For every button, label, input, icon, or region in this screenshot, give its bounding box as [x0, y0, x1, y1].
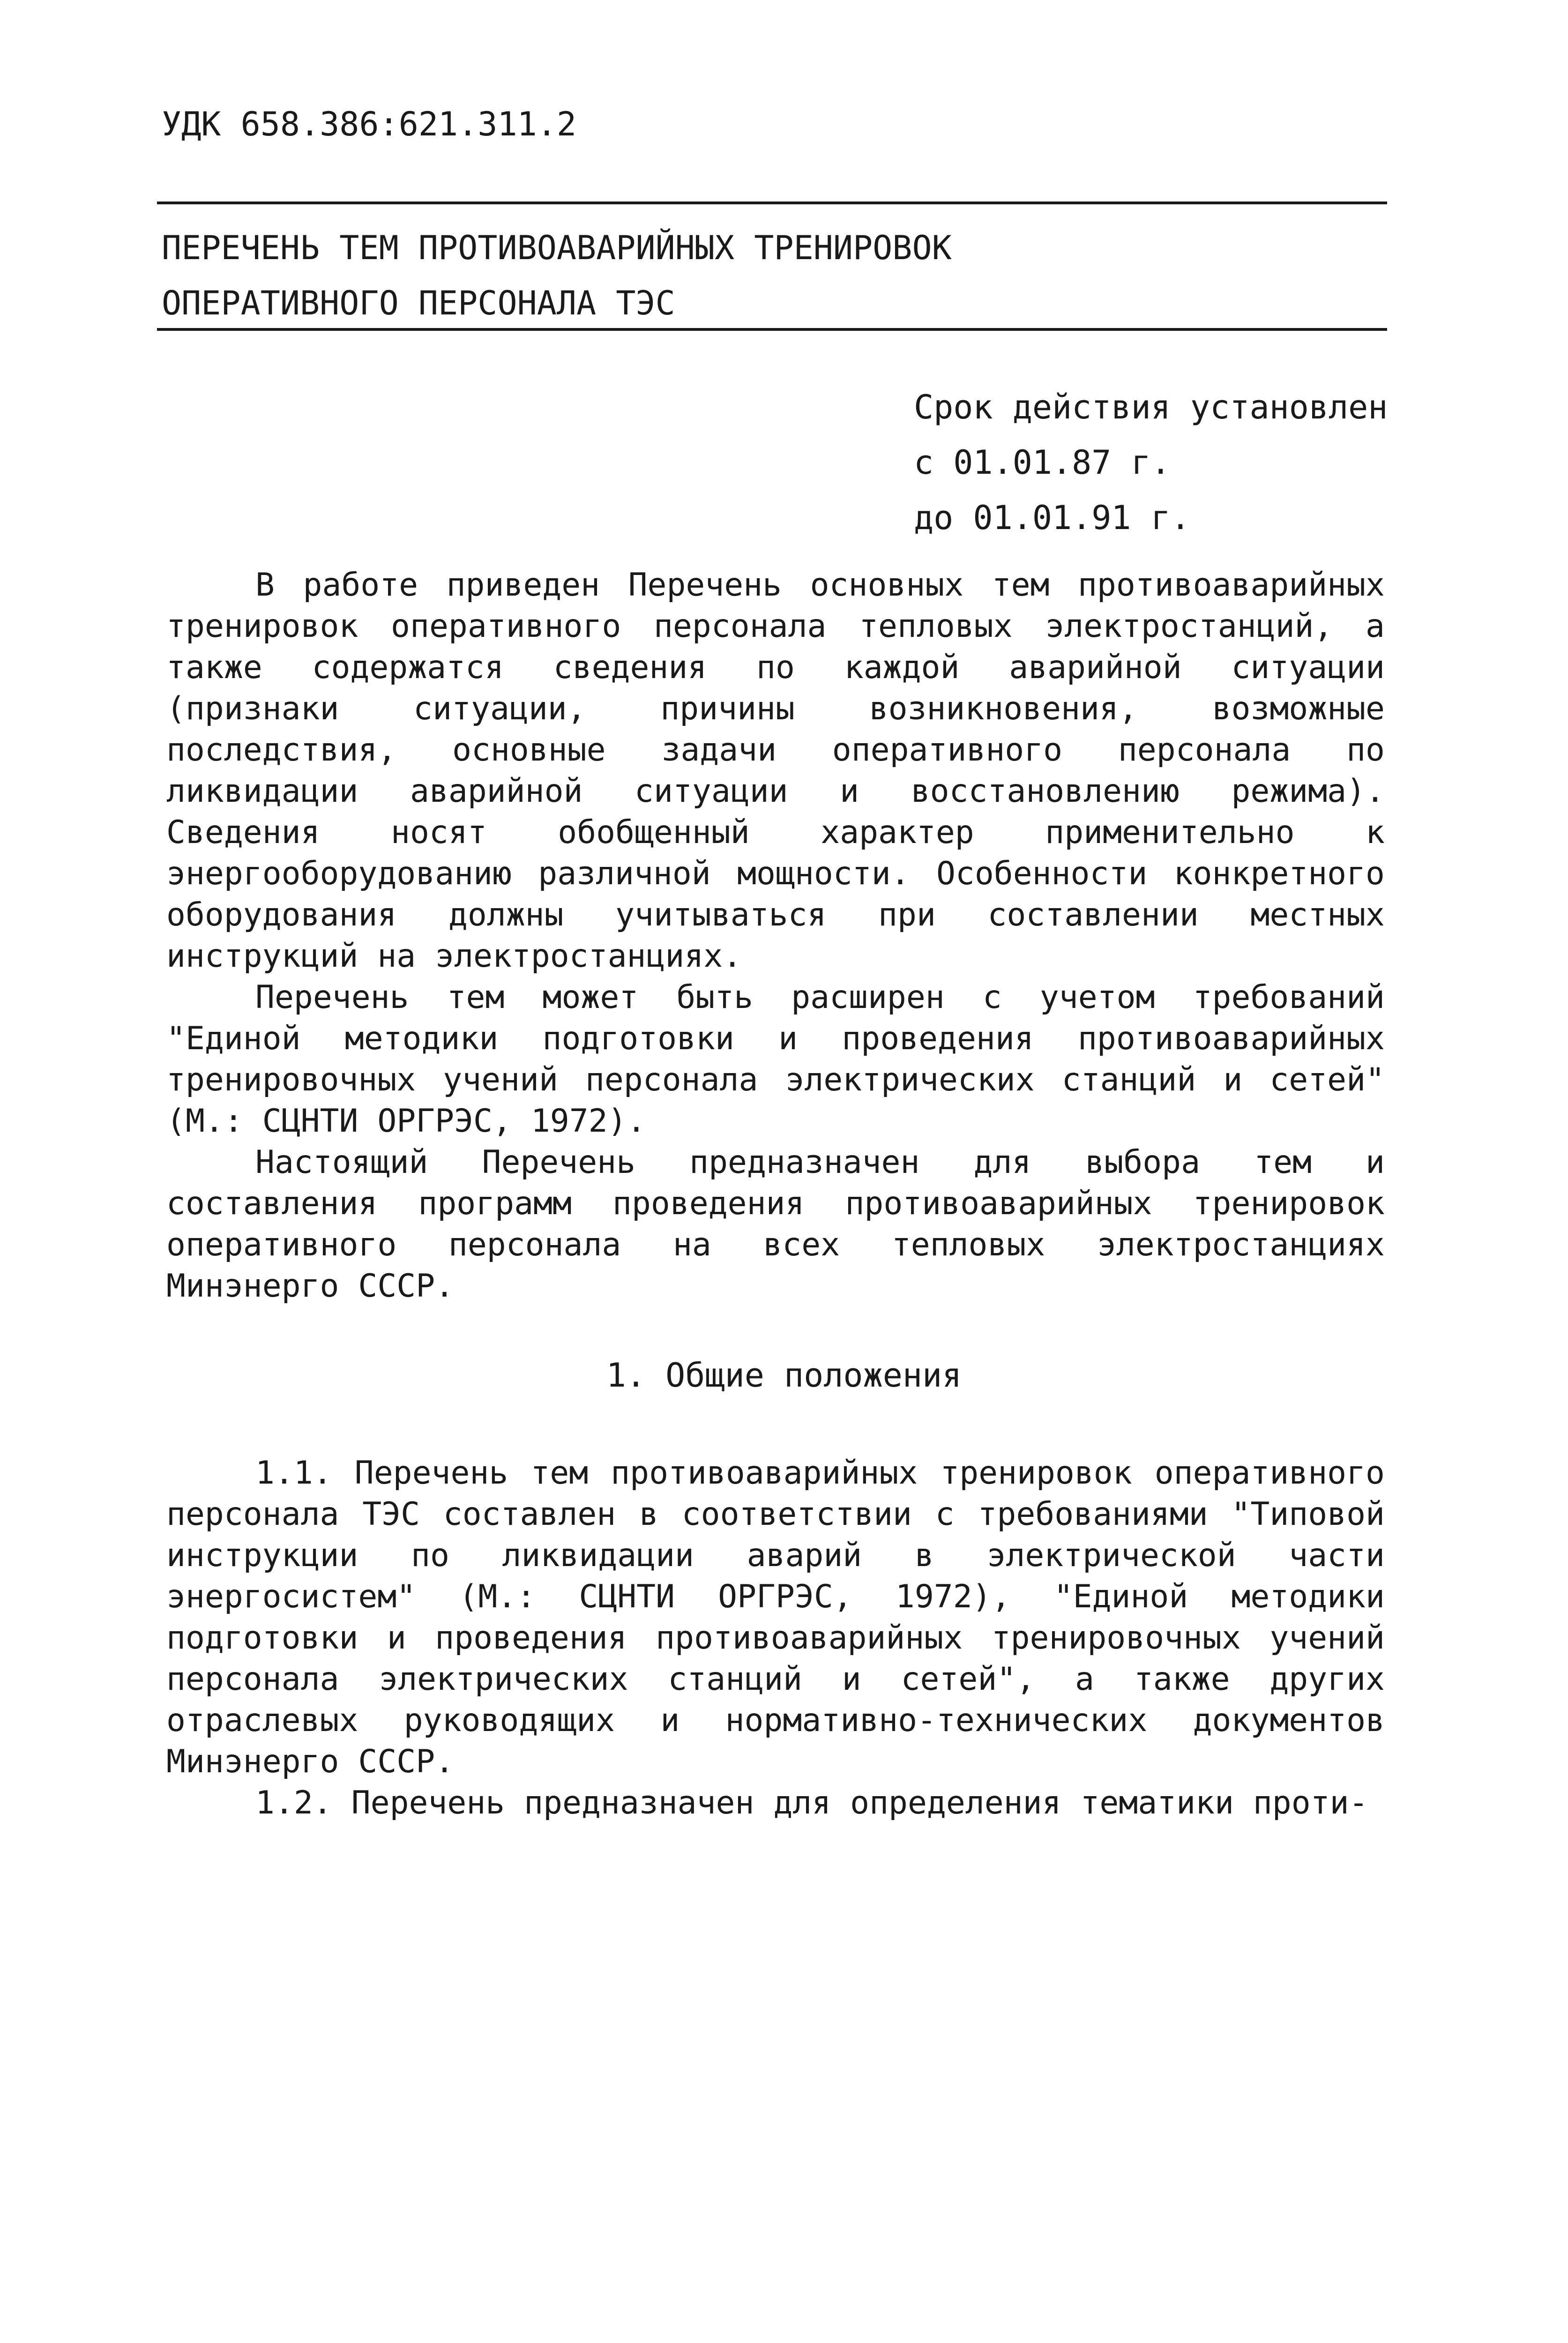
section-text [166, 1453, 1385, 1824]
validity-line-2: с 01.01.87 г. [914, 443, 1171, 482]
intro-paragraph: В работе приведен Перечень основных тем противоаварийных тренировок оперативного персонала тепловых электростанций, а также содержатся сведения по каждой аварийной ситуации (признаки ситуации, причины возникновения, возможные последствия, основные задачи оперативного персонала по ликвидации аварийной ситуации и восстановлению режима). Сведения носят обобщенный характер применительно к энергооборудованию различной мощности. Особенности конкретного оборудования должны учитываться при составлении местных инструкций на электростанциях. [166, 567, 1385, 975]
section-heading: 1. Общие положения [606, 1356, 962, 1395]
document-title-line-1: ПЕРЕЧЕНЬ ТЕМ ПРОТИВОАВАРИЙНЫХ ТРЕНИРОВОК [162, 229, 952, 267]
intro-paragraph: Настоящий Перечень предназначен для выбора тем и составления программ проведения противоаварийных тренировок оперативного персонала на всех тепловых электростанциях Минэнерго СССР. [166, 1144, 1385, 1305]
document-title-line-2: ОПЕРАТИВНОГО ПЕРСОНАЛА ТЭС [162, 284, 675, 322]
validity-line-1: Срок действия установлен [914, 388, 1388, 426]
title-rule-top [157, 201, 1387, 204]
section-paragraph: 1.1. Перечень тем противоаварийных тренировок оперативного персонала ТЭС составлен в соответствии с требованиями "Типовой инструкции по ликвидации аварий в электрической части энергосистем" (М.: СЦНТИ ОРГРЭС, 1972), "Единой методики подготовки и проведения противоаварийных тренировочных учений персонала электрических станций и сетей", а также других отраслевых руководящих и нормативно-технических документов Минэнерго СССР. [166, 1455, 1385, 1780]
validity-line-3: до 01.01.91 г. [914, 499, 1191, 537]
document-title [162, 220, 952, 331]
validity-period [914, 380, 1388, 545]
intro-text [166, 565, 1385, 1307]
section-paragraph: 1.2. Перечень предназначен для определения тематики проти- [255, 1784, 1368, 1821]
intro-paragraph: Перечень тем может быть расширен с учетом требований "Единой методики подготовки и проведения противоаварийных тренировочных учений персонала электрических станций и сетей" (М.: СЦНТИ ОРГРЭС, 1972). [166, 979, 1385, 1140]
title-rule-bottom [157, 328, 1387, 331]
udk-code: УДК 658.386:621.311.2 [162, 105, 577, 143]
